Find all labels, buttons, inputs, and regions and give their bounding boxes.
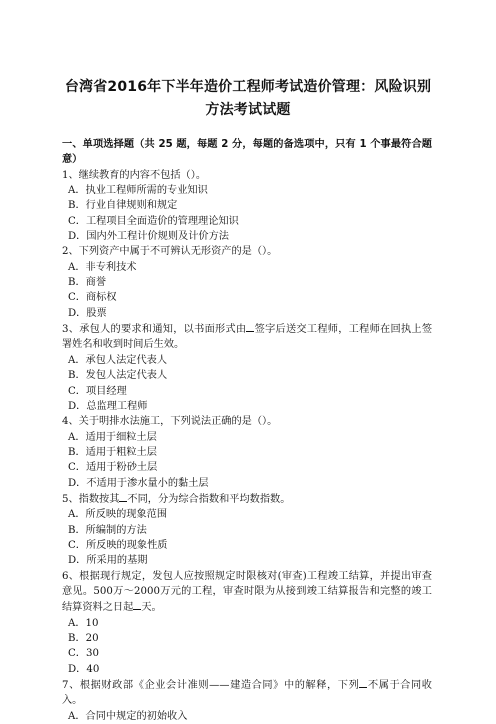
- question-2-option-d: D．股票: [68, 307, 107, 319]
- question-7-option-a: A．合同中规定的初始收入: [68, 710, 188, 722]
- question-1-stem: 1、继续教育的内容不包括（）。: [62, 169, 207, 181]
- question-6-option-b: B．20: [68, 633, 99, 644]
- question-3-stem-part-1: 3、承包人的要求和通知，以书面形式由: [62, 324, 247, 336]
- question-4-option-c: C．适用于粉砂土层: [68, 462, 158, 474]
- question-6-option-d: D．40: [68, 663, 100, 675]
- question-5-stem: [62, 491, 432, 507]
- question-2-option-a: A．非专利技术: [68, 261, 137, 273]
- question-5-stem-part-2: 不同，分为综合指数和平均数指数。: [127, 493, 291, 505]
- question-1-option-a: A．执业工程师所需的专业知识: [68, 185, 208, 197]
- question-5-option-a: A．所反映的现象范围: [68, 509, 168, 521]
- question-6-option-a: A．10: [68, 617, 99, 629]
- question-5-option-c: C．所反映的现象性质: [68, 539, 168, 551]
- question-4-option-a: A．适用于细粒土层: [68, 431, 157, 443]
- document-title-line-1: 台湾省2016年下半年造价工程师考试造价管理：风险识别: [64, 79, 432, 95]
- question-6-stem-part-2: 天。: [141, 602, 162, 614]
- section-heading: 一、单项选择题（共 25 题，每题 2 分，每题的备选项中，只有 1 个事最符合题意）: [62, 139, 432, 166]
- question-4-option-b: B．适用于粗粒土层: [68, 446, 157, 458]
- question-1-option-b: B．行业自律规则和规定: [68, 200, 178, 212]
- question-2-option-b: B．商誉: [68, 277, 107, 289]
- question-3-option-a: A．承包人法定代表人: [68, 354, 168, 366]
- question-3-option-d: D．总监理工程师: [68, 400, 148, 412]
- question-7-stem-part-2: 不属于合同收入。: [62, 680, 432, 707]
- question-3-option-b: B．发包人法定代表人: [68, 370, 168, 382]
- question-1-option-c: C．工程项目全面造价的管理理论知识: [68, 215, 239, 227]
- question-6-stem: [62, 569, 432, 616]
- question-3-stem: [62, 321, 432, 353]
- question-7-stem-part-1: 7、根据财政部《企业会计准则——建造合同》中的解释，下列: [62, 680, 360, 692]
- question-3-stem-part-2: 签字后送交工程师，工程师在回执上签署姓名和收到时间后生效。: [62, 324, 433, 351]
- question-6-stem-part-1: 6、根据现行规定，发包人应按照规定时限核对(审查)工程竣工结算，并提出审查意见。500万～2000万元的工程，审查时限为从接到竣工结算报告和完整的竣工结算资料之日起: [62, 570, 432, 614]
- question-2-option-c: C．商标权: [68, 292, 117, 304]
- question-5-option-d: D．所采用的基期: [68, 555, 148, 567]
- question-3-option-c: C．项目经理: [68, 385, 127, 397]
- question-5-stem-part-1: 5、指数按其: [62, 493, 120, 505]
- question-4-option-d: D．不适用于渗水量小的黏土层: [68, 477, 209, 489]
- document-body: [62, 137, 432, 724]
- question-5-option-b: B．所编制的方法: [68, 524, 147, 536]
- document-title-line-2: 方法考试试题: [205, 102, 291, 118]
- question-2-stem: 2、下列资产中属于不可辨认无形资产的是（）。: [62, 246, 278, 258]
- question-1-option-d: D．国内外工程计价规则及计价方法: [68, 231, 229, 243]
- question-7-stem: [62, 677, 432, 709]
- question-4-stem: 4、关于明排水法施工，下列说法正确的是（）。: [62, 416, 278, 428]
- question-6-option-c: C．30: [68, 648, 99, 660]
